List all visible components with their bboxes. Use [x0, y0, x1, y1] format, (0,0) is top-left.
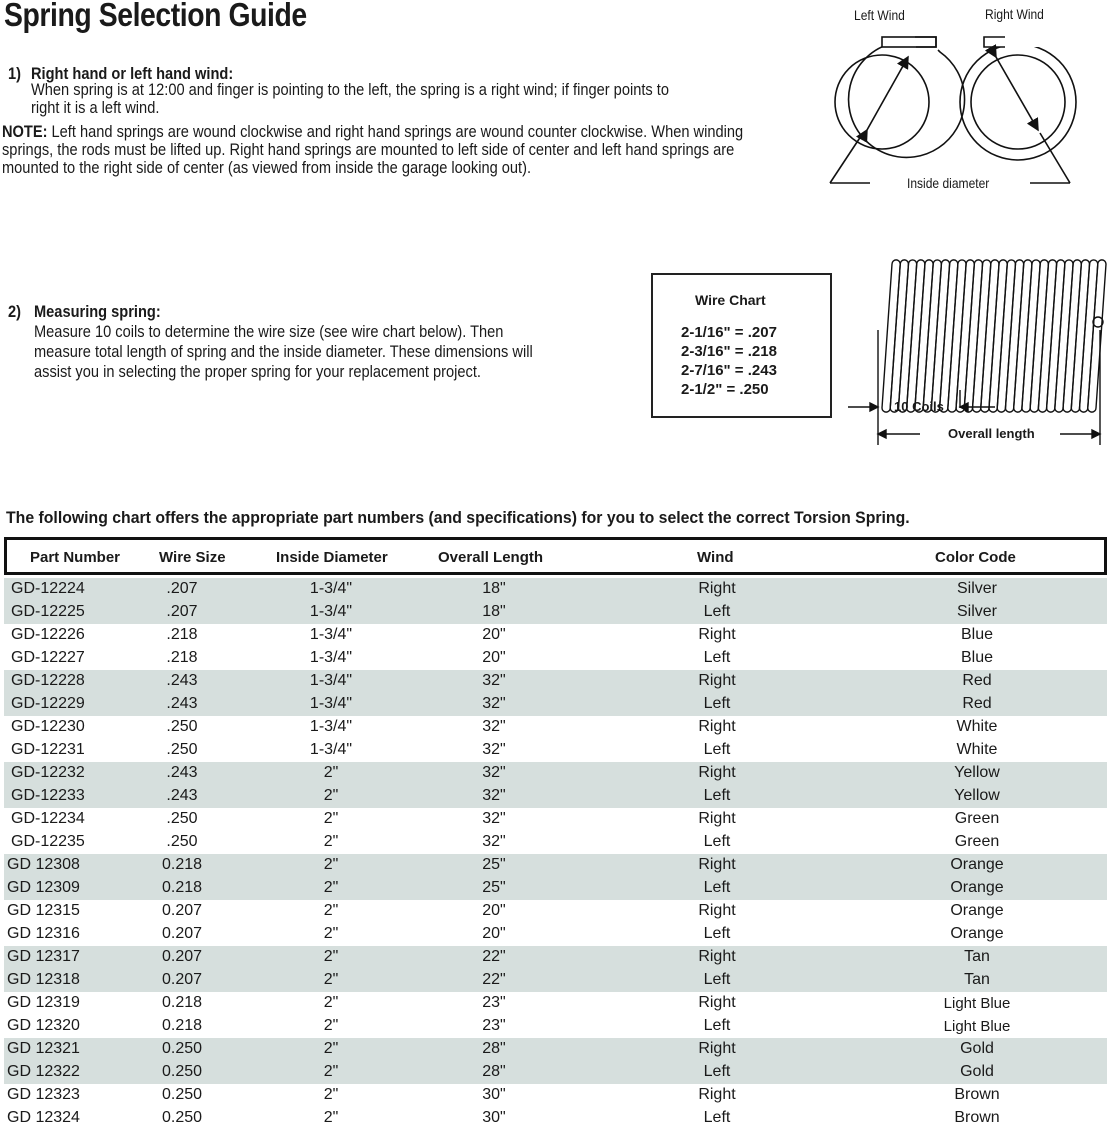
overall-length-cell: 20": [482, 925, 506, 942]
part-number-cell: GD-12233: [11, 787, 85, 804]
part-number-cell: GD 12308: [7, 856, 80, 873]
wire-size-cell: .243: [166, 672, 198, 689]
part-number-cell: GD 12321: [7, 1040, 80, 1057]
part-number-cell: GD 12317: [7, 948, 80, 965]
table-header: [4, 537, 1107, 575]
overall-length-cell: 18": [482, 603, 506, 620]
coil-spring-icon: [840, 250, 1109, 450]
wire-size-cell: 0.207: [161, 925, 203, 942]
color-code-cell: Brown: [954, 1109, 1000, 1126]
wire-size-cell: 0.207: [161, 902, 203, 919]
color-code-cell: Green: [954, 810, 1000, 827]
wire-size-cell: 0.218: [161, 856, 203, 873]
part-number-cell: GD-12234: [11, 810, 85, 827]
part-number-cell: GD-12235: [11, 833, 85, 850]
wind-cell: Left: [703, 741, 731, 758]
color-code-cell: Silver: [956, 603, 998, 620]
table-row: [4, 739, 1107, 762]
part-number-cell: GD 12320: [7, 1017, 80, 1034]
wind-cell: Right: [698, 856, 736, 873]
color-code-cell: Gold: [960, 1040, 994, 1057]
wind-cell: Left: [703, 971, 731, 988]
header-wire-size: Wire Size: [159, 549, 226, 566]
inside-diameter-cell: 2": [323, 1017, 339, 1034]
inside-diameter-cell: 2": [323, 1040, 339, 1057]
header-inside-diameter: Inside Diameter: [276, 549, 388, 566]
wind-cell: Right: [698, 580, 736, 597]
header-part-number: Part Number: [30, 549, 121, 566]
color-code-cell: Yellow: [954, 787, 1000, 804]
inside-diameter-cell: 1-3/4": [309, 695, 353, 712]
part-number-cell: GD-12229: [11, 695, 85, 712]
wire-chart-line: 2-3/16" = .218: [681, 343, 777, 360]
wind-cell: Right: [698, 810, 736, 827]
color-code-cell: Gold: [960, 1063, 994, 1080]
part-number-cell: GD 12309: [7, 879, 80, 896]
header-color-code: Color Code: [935, 549, 1016, 566]
section-2-number: 2): [8, 302, 22, 321]
overall-length-cell: 20": [482, 626, 506, 643]
table-row: [4, 601, 1107, 624]
overall-length-label: Overall length: [948, 426, 1035, 441]
wire-size-cell: .243: [166, 787, 198, 804]
color-code-cell: Light Blue: [943, 1018, 1011, 1035]
inside-diameter-cell: 2": [323, 1063, 339, 1080]
wire-size-cell: .250: [166, 833, 198, 850]
table-row: [4, 1107, 1107, 1130]
part-number-cell: GD-12232: [11, 764, 85, 781]
part-number-cell: GD 12322: [7, 1063, 80, 1080]
section-1-body-line: When spring is at 12:00 and finger is pointing to the left, the spring is a right wind; if finger points to: [31, 80, 669, 99]
overall-length-cell: 32": [482, 695, 506, 712]
note-label: NOTE:: [2, 122, 48, 141]
table-row: [4, 716, 1107, 739]
table-row: [4, 877, 1107, 900]
wire-size-cell: 0.218: [161, 879, 203, 896]
wire-size-cell: .218: [166, 649, 198, 666]
inside-diameter-cell: 1-3/4": [309, 741, 353, 758]
color-code-cell: Tan: [964, 971, 990, 988]
inside-diameter-cell: 2": [323, 971, 339, 988]
section-2-body-line: Measure 10 coils to determine the wire size (see wire chart below). Then: [34, 322, 504, 341]
inside-diameter-cell: 2": [323, 856, 339, 873]
table-body: [4, 578, 1107, 1130]
inside-diameter-cell: 2": [323, 787, 339, 804]
color-code-cell: White: [956, 718, 998, 735]
part-number-cell: GD-12228: [11, 672, 85, 689]
table-row: [4, 808, 1107, 831]
table-row: [4, 831, 1107, 854]
color-code-cell: Red: [962, 695, 992, 712]
section-1-heading: Right hand or left hand wind:: [31, 64, 234, 83]
part-number-cell: GD 12319: [7, 994, 80, 1011]
wind-cell: Left: [703, 925, 731, 942]
right-wind-spring-icon: [960, 37, 1076, 183]
table-row: [4, 1038, 1107, 1061]
color-code-cell: Orange: [950, 925, 1004, 942]
inside-diameter-caption: Inside diameter: [907, 175, 990, 191]
overall-length-cell: 28": [482, 1040, 506, 1057]
wire-size-cell: 0.207: [161, 948, 203, 965]
wind-cell: Right: [698, 902, 736, 919]
wind-cell: Left: [703, 695, 731, 712]
wind-cell: Left: [703, 649, 731, 666]
wire-size-cell: .218: [166, 626, 198, 643]
color-code-cell: Orange: [950, 856, 1004, 873]
page-title: Spring Selection Guide: [4, 0, 307, 33]
section-1-number: 1): [8, 64, 22, 83]
table-row: [4, 992, 1107, 1015]
note-paragraph: [2, 123, 793, 177]
wire-chart-line: 2-1/16" = .207: [681, 324, 777, 341]
overall-length-cell: 22": [482, 971, 506, 988]
overall-length-cell: 23": [482, 1017, 506, 1034]
wind-cell: Right: [698, 626, 736, 643]
inside-diameter-cell: 1-3/4": [309, 603, 353, 620]
wire-size-cell: 0.218: [161, 994, 203, 1011]
table-row: [4, 624, 1107, 647]
color-code-cell: Green: [954, 833, 1000, 850]
wire-size-cell: .243: [166, 695, 198, 712]
wind-cell: Right: [698, 948, 736, 965]
inside-diameter-cell: 1-3/4": [309, 580, 353, 597]
inside-diameter-cell: 2": [323, 994, 339, 1011]
wind-diagram-drawing: [820, 0, 1109, 200]
inside-diameter-cell: 2": [323, 879, 339, 896]
header-wind: Wind: [697, 549, 734, 566]
table-row: [4, 670, 1107, 693]
table-row: [4, 946, 1107, 969]
left-wind-label: Left Wind: [854, 7, 905, 23]
inside-diameter-cell: 2": [323, 764, 339, 781]
wind-cell: Left: [703, 1063, 731, 1080]
overall-length-cell: 20": [482, 902, 506, 919]
chart-intro-text: The following chart offers the appropriate part numbers (and specifications) for you to select the correct Torsion Spring.: [6, 508, 910, 527]
wire-size-cell: .207: [166, 580, 198, 597]
wire-chart-title: Wire Chart: [695, 292, 766, 308]
wind-cell: Right: [698, 1086, 736, 1103]
part-number-cell: GD-12224: [11, 580, 85, 597]
wind-cell: Left: [703, 787, 731, 804]
section-2-body-line: assist you in selecting the proper spring for your replacement project.: [34, 362, 481, 381]
color-code-cell: Brown: [954, 1086, 1000, 1103]
wire-size-cell: .250: [166, 718, 198, 735]
color-code-cell: White: [956, 741, 998, 758]
wind-diagram: [820, 0, 1109, 200]
part-number-cell: GD-12225: [11, 603, 85, 620]
overall-length-cell: 32": [482, 718, 506, 735]
wire-size-cell: 0.207: [161, 971, 203, 988]
inside-diameter-cell: 2": [323, 902, 339, 919]
table-row: [4, 785, 1107, 808]
wind-cell: Left: [703, 603, 731, 620]
section-1-body-line: right it is a left wind.: [31, 98, 160, 117]
part-number-cell: GD 12316: [7, 925, 80, 942]
wind-cell: Right: [698, 718, 736, 735]
table-row: [4, 1084, 1107, 1107]
wire-size-cell: 0.218: [161, 1017, 203, 1034]
section-1-body: [31, 81, 736, 117]
note-line: Left hand springs are wound clockwise and right hand springs are wound counter clockwise. When winding: [47, 122, 744, 141]
inside-diameter-cell: 2": [323, 925, 339, 942]
overall-length-cell: 25": [482, 856, 506, 873]
wire-size-cell: 0.250: [161, 1040, 203, 1057]
overall-length-cell: 30": [482, 1109, 506, 1126]
table-row: [4, 1061, 1107, 1084]
part-number-cell: GD-12226: [11, 626, 85, 643]
table-row: [4, 1015, 1107, 1038]
overall-length-cell: 18": [482, 580, 506, 597]
inside-diameter-cell: 1-3/4": [309, 718, 353, 735]
part-number-cell: GD 12315: [7, 902, 80, 919]
inside-diameter-cell: 2": [323, 810, 339, 827]
wire-size-cell: .250: [166, 810, 198, 827]
wire-chart-box: [651, 273, 832, 418]
section-2-body-line: measure total length of spring and the inside diameter. These dimensions will: [34, 342, 533, 361]
inside-diameter-cell: 2": [323, 1086, 339, 1103]
table-row: [4, 923, 1107, 946]
part-number-cell: GD 12323: [7, 1086, 80, 1103]
table-row: [4, 969, 1107, 992]
note-line: springs, the rods must be lifted up. Right hand springs are mounted to left side of center and left hand springs are: [2, 140, 735, 159]
color-code-cell: Red: [962, 672, 992, 689]
left-wind-spring-icon: [830, 37, 965, 183]
overall-length-cell: 32": [482, 833, 506, 850]
wind-cell: Right: [698, 1040, 736, 1057]
wind-cell: Left: [703, 879, 731, 896]
overall-length-cell: 23": [482, 994, 506, 1011]
wire-size-cell: .250: [166, 741, 198, 758]
coil-loop: [1088, 260, 1106, 412]
inside-diameter-cell: 1-3/4": [309, 649, 353, 666]
table-row: [4, 900, 1107, 923]
wire-size-cell: .243: [166, 764, 198, 781]
overall-length-cell: 22": [482, 948, 506, 965]
wind-cell: Left: [703, 1017, 731, 1034]
overall-length-cell: 28": [482, 1063, 506, 1080]
inside-diameter-cell: 2": [323, 1109, 339, 1126]
part-number-cell: GD 12324: [7, 1109, 80, 1126]
table-row: [4, 578, 1107, 601]
color-code-cell: Orange: [950, 879, 1004, 896]
part-number-cell: GD-12230: [11, 718, 85, 735]
right-wind-label: Right Wind: [985, 6, 1044, 22]
part-number-cell: GD 12318: [7, 971, 80, 988]
overall-length-cell: 32": [482, 764, 506, 781]
table-row: [4, 762, 1107, 785]
color-code-cell: Blue: [960, 649, 994, 666]
overall-length-cell: 32": [482, 810, 506, 827]
inside-diameter-cell: 1-3/4": [309, 672, 353, 689]
color-code-cell: Blue: [960, 626, 994, 643]
wire-size-cell: .207: [166, 603, 198, 620]
coil-diagram: [840, 250, 1109, 450]
wire-chart-line: 2-1/2" = .250: [681, 381, 769, 398]
color-code-cell: Silver: [956, 580, 998, 597]
overall-length-cell: 32": [482, 787, 506, 804]
wind-cell: Right: [698, 764, 736, 781]
header-overall-length: Overall Length: [438, 549, 544, 566]
overall-length-cell: 20": [482, 649, 506, 666]
part-number-cell: GD-12231: [11, 741, 85, 758]
overall-length-cell: 30": [482, 1086, 506, 1103]
wind-cell: Left: [703, 1109, 731, 1126]
section-2-body: [34, 322, 636, 382]
table-row: [4, 854, 1107, 877]
overall-length-cell: 25": [482, 879, 506, 896]
ten-coils-label: 10 Coils: [894, 399, 944, 414]
inside-diameter-cell: 2": [323, 948, 339, 965]
wind-cell: Right: [698, 672, 736, 689]
wire-size-cell: 0.250: [161, 1109, 203, 1126]
inside-diameter-cell: 1-3/4": [309, 626, 353, 643]
color-code-cell: Yellow: [954, 764, 1000, 781]
note-line: mounted to the right side of center (as viewed from inside the garage looking out).: [2, 158, 532, 177]
wind-cell: Left: [703, 833, 731, 850]
wire-size-cell: 0.250: [161, 1063, 203, 1080]
part-number-cell: GD-12227: [11, 649, 85, 666]
spring-table: [4, 537, 1107, 1130]
color-code-cell: Orange: [950, 902, 1004, 919]
color-code-cell: Light Blue: [943, 995, 1011, 1012]
overall-length-cell: 32": [482, 741, 506, 758]
wind-cell: Right: [698, 994, 736, 1011]
table-row: [4, 647, 1107, 670]
table-row: [4, 693, 1107, 716]
overall-length-cell: 32": [482, 672, 506, 689]
color-code-cell: Tan: [964, 948, 990, 965]
inside-diameter-cell: 2": [323, 833, 339, 850]
wire-size-cell: 0.250: [161, 1086, 203, 1103]
wire-chart-line: 2-7/16" = .243: [681, 362, 777, 379]
section-2-heading: Measuring spring:: [34, 302, 161, 321]
wire-chart-lines: [681, 323, 777, 399]
